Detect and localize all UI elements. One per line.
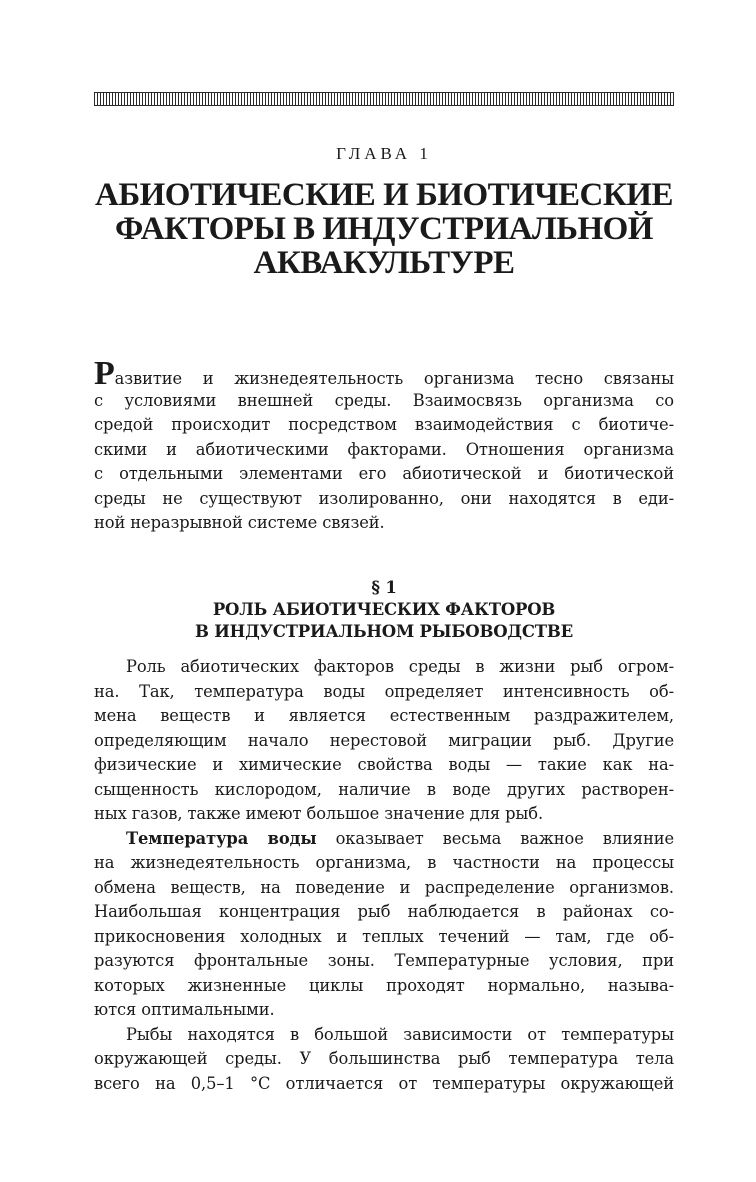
- chapter-label: ГЛАВА 1: [336, 144, 432, 163]
- text-line: скими и абиотическими факторами. Отношения организма: [94, 439, 674, 459]
- text-line: определяющим начало нерестовой миграции рыб. Другие: [94, 730, 674, 750]
- text-line: с условиями внешней среды. Взаимосвязь организма со: [94, 390, 674, 410]
- text-line: Рыбы находятся в большой зависимости от температуры: [126, 1024, 674, 1044]
- text-line: разуются фронтальные зоны. Температурные условия, при: [94, 951, 674, 970]
- chapter-title: [94, 178, 674, 280]
- decorative-header-rule: [94, 92, 674, 106]
- text-line: ных газов, также имеют большое значение для рыб.: [94, 804, 544, 823]
- text-line: Наибольшая концентрация рыб наблюдается в районах со-: [94, 902, 674, 921]
- text-line: на. Так, температура воды определяет интенсивность об-: [94, 681, 674, 701]
- text-line: которых жизненные циклы проходят нормально, называ-: [94, 975, 674, 995]
- text-line: с отдельными элементами его абиотической и биотической: [94, 464, 674, 483]
- chapter-title-line: АБИОТИЧЕСКИЕ И БИОТИЧЕСКИЕ: [94, 177, 673, 213]
- text-line: ной неразрывной системе связей.: [94, 513, 385, 532]
- chapter-title-line: АКВАКУЛЬТУРЕ: [253, 245, 515, 281]
- text-line: всего на 0,5–1 °С отличается от температуры окружающей: [94, 1073, 674, 1093]
- text-line: Температура воды оказывает весьма важное влияние: [126, 828, 674, 848]
- text-line: сыщенность кислородом, наличие в воде других растворен-: [94, 779, 674, 799]
- section-body: [94, 655, 674, 1096]
- text-line: средой происходит посредством взаимодействия с биотиче-: [94, 415, 674, 434]
- text-line: среды не существуют изолированно, они находятся в еди-: [94, 488, 674, 508]
- text-line: Развитие и жизнедеятельность организма тесно связаны: [94, 355, 674, 392]
- section-title-line: РОЛЬ АБИОТИЧЕСКИХ ФАКТОРОВ: [212, 600, 556, 619]
- text-line: окружающей среды. У большинства рыб температура тела: [94, 1049, 674, 1068]
- section-heading: [94, 577, 674, 643]
- intro-paragraph: [94, 355, 674, 536]
- drop-cap: Р: [94, 355, 115, 392]
- book-page: [94, 0, 674, 1182]
- text-line: физические и химические свойства воды — такие как на-: [94, 755, 674, 774]
- text-line: прикосновения холодных и теплых течений — там, где об-: [94, 926, 674, 946]
- chapter-title-line: ФАКТОРЫ В ИНДУСТРИАЛЬНОЙ: [115, 211, 653, 247]
- text-line: мена веществ и является естественным раздражителем,: [94, 706, 674, 725]
- bold-term: Температура воды: [126, 828, 317, 848]
- section-number: § 1: [371, 578, 397, 597]
- text-line: ются оптимальными.: [94, 1000, 275, 1019]
- text-line: обмена веществ, на поведение и распределение организмов.: [94, 877, 674, 897]
- section-title-line: В ИНДУСТРИАЛЬНОМ РЫБОВОДСТВЕ: [195, 622, 573, 641]
- text-line: на жизнедеятельность организма, в частности на процессы: [94, 853, 674, 872]
- text-line: Роль абиотических факторов среды в жизни рыб огром-: [126, 657, 674, 676]
